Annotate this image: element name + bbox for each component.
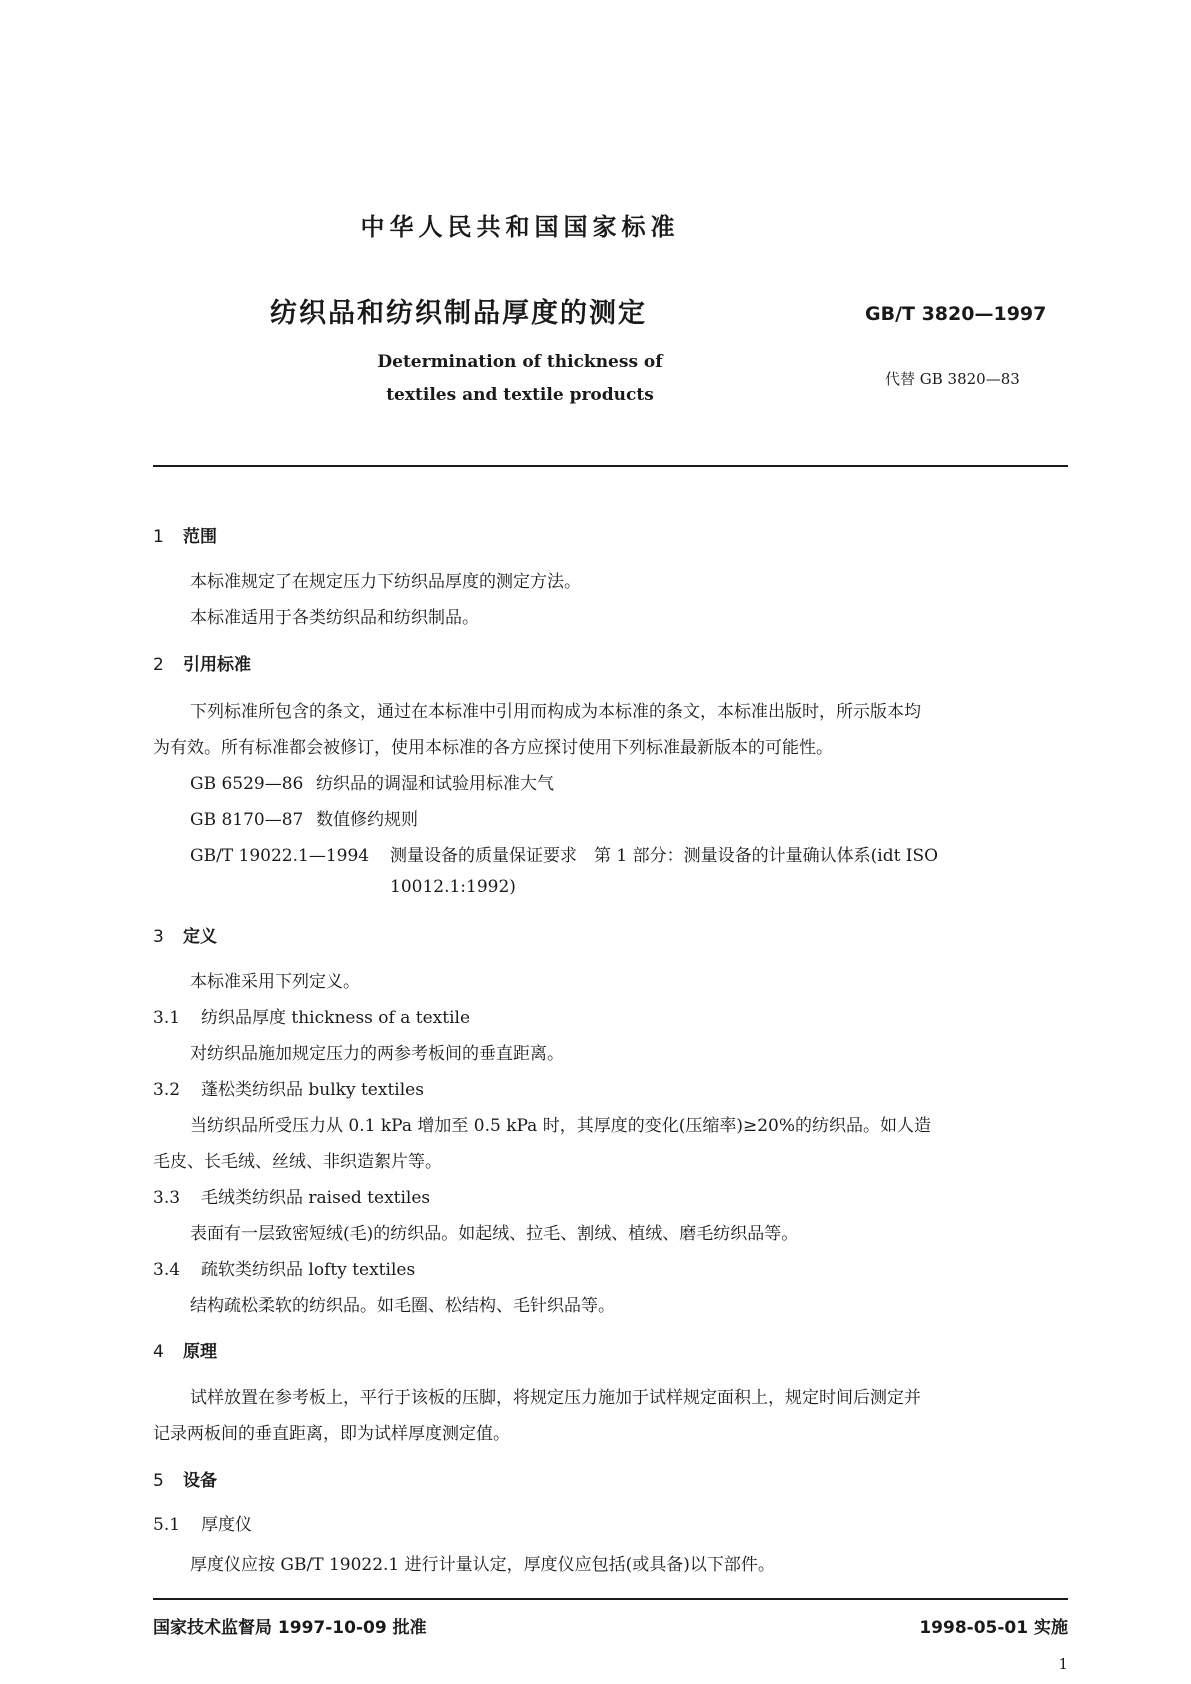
- definition-text: 结构疏松柔软的纺织品。如毛圈、松结构、毛针织品等。: [190, 1296, 615, 1316]
- section-number: 3: [153, 927, 164, 947]
- section-3-heading: [153, 922, 217, 947]
- subsection-number: 3.3: [153, 1188, 181, 1208]
- subsection-number: 3.2: [153, 1080, 181, 1100]
- section-4-heading: [153, 1337, 217, 1362]
- section-title: 原理: [183, 1342, 217, 1362]
- section-1-heading: [153, 522, 217, 547]
- term-text: 蓬松类纺织品 bulky textiles: [201, 1080, 424, 1100]
- definition-text-cont: 毛皮、长毛绒、丝绒、非织造絮片等。: [153, 1152, 442, 1172]
- definition-term: [153, 1003, 470, 1028]
- definition-term: [153, 1183, 430, 1208]
- page-number: 1: [1058, 1655, 1068, 1673]
- reference-title-continued: 10012.1:1992): [390, 877, 516, 897]
- approval-date: 国家技术监督局 1997-10-09 批准: [153, 1618, 427, 1638]
- subsection-5-1-heading: [153, 1510, 252, 1535]
- reference-title: 纺织品的调湿和试验用标准大气: [316, 774, 554, 794]
- header-divider: [153, 465, 1068, 467]
- section-title: 引用标准: [183, 655, 251, 675]
- reference-item: [190, 805, 418, 830]
- reference-code: GB/T 19022.1—1994: [190, 846, 370, 866]
- subsection-5-1-para: 厚度仪应按 GB/T 19022.1 进行计量认定，厚度仪应包括(或具备)以下部件。: [190, 1555, 775, 1575]
- document-title-en-line2: textiles and textile products: [386, 385, 654, 405]
- reference-title: 数值修约规则: [316, 810, 418, 830]
- section-1-para-1: 本标准规定了在规定压力下纺织品厚度的测定方法。: [190, 572, 581, 592]
- reference-code: GB 8170—87: [190, 810, 304, 830]
- section-title: 范围: [183, 527, 217, 547]
- effective-date: 1998-05-01 实施: [919, 1618, 1068, 1638]
- section-number: 4: [153, 1342, 164, 1362]
- section-title: 设备: [183, 1471, 217, 1491]
- section-5-heading: [153, 1466, 217, 1491]
- section-number: 5: [153, 1471, 164, 1491]
- reference-code: GB 6529—86: [190, 774, 304, 794]
- section-4-para-line-2: 记录两板间的垂直距离，即为试样厚度测定值。: [153, 1424, 510, 1444]
- document-title-en-line1: Determination of thickness of: [377, 352, 663, 372]
- section-2-heading: [153, 650, 251, 675]
- footer-divider: [153, 1598, 1068, 1600]
- section-2-para-line-1: 下列标准所包含的条文，通过在本标准中引用而构成为本标准的条文，本标准出版时，所示版本均: [190, 702, 921, 722]
- section-1-para-2: 本标准适用于各类纺织品和纺织制品。: [190, 608, 479, 628]
- definition-text: 对纺织品施加规定压力的两参考板间的垂直距离。: [190, 1044, 564, 1064]
- term-text: 毛绒类纺织品 raised textiles: [201, 1188, 431, 1208]
- section-4-para-line-1: 试样放置在参考板上，平行于该板的压脚，将规定压力施加于试样规定面积上，规定时间后测定并: [190, 1388, 921, 1408]
- definition-text: 当纺织品所受压力从 0.1 kPa 增加至 0.5 kPa 时，其厚度的变化(压缩率)≥20%的纺织品。如人造: [190, 1116, 932, 1136]
- standard-number: GB/T 3820—1997: [865, 303, 1047, 325]
- section-number: 2: [153, 655, 164, 675]
- section-2-para-line-2: 为有效。所有标准都会被修订，使用本标准的各方应探讨使用下列标准最新版本的可能性。: [153, 738, 833, 758]
- definition-text: 表面有一层致密短绒(毛)的纺织品。如起绒、拉毛、割绒、植绒、磨毛纺织品等。: [190, 1224, 799, 1244]
- issuing-body-title: 中华人民共和国国家标准: [360, 213, 680, 241]
- section-number: 1: [153, 527, 164, 547]
- replaces-standard: 代替 GB 3820—83: [885, 370, 1020, 388]
- reference-item: [190, 841, 938, 866]
- subsection-number: 5.1: [153, 1515, 181, 1535]
- term-text: 疏软类纺织品 lofty textiles: [201, 1260, 416, 1280]
- term-text: 纺织品厚度 thickness of a textile: [201, 1008, 471, 1028]
- subsection-title: 厚度仪: [201, 1515, 252, 1535]
- section-title: 定义: [183, 927, 217, 947]
- reference-title: 测量设备的质量保证要求 第 1 部分：测量设备的计量确认体系(idt ISO: [390, 846, 939, 866]
- reference-item: [190, 769, 554, 794]
- section-3-intro: 本标准采用下列定义。: [190, 972, 360, 992]
- definition-term: [153, 1075, 424, 1100]
- subsection-number: 3.4: [153, 1260, 181, 1280]
- definition-term: [153, 1255, 415, 1280]
- subsection-number: 3.1: [153, 1008, 181, 1028]
- document-title-cn: 纺织品和纺织制品厚度的测定: [270, 298, 647, 329]
